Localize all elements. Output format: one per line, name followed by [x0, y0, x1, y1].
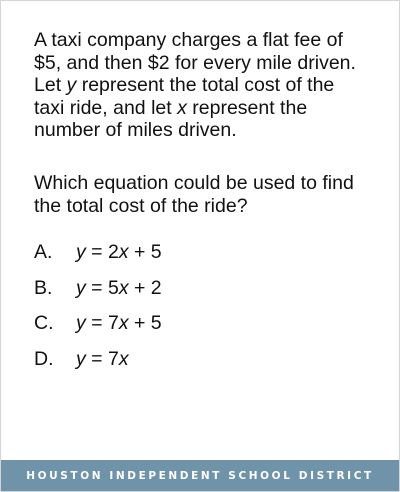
equation-coef: = 2 — [85, 241, 119, 263]
equation-var: x — [118, 312, 129, 334]
equation-rest: + 2 — [128, 276, 162, 299]
equation-coef: = 7 — [85, 312, 119, 334]
option-equation — [76, 277, 162, 299]
question-line-2: $5, and then $2 for every mile driven. — [34, 51, 356, 74]
option-letter: B. — [34, 276, 53, 299]
equation-lhs: y — [76, 241, 86, 263]
equation-rest: + 5 — [128, 312, 162, 334]
variable-y: y — [66, 74, 77, 96]
option-equation — [76, 312, 162, 334]
option-equation — [76, 241, 162, 263]
question-line-3-pre: Let — [34, 74, 67, 96]
equation-lhs: y — [76, 276, 86, 299]
answer-option-d[interactable] — [34, 348, 162, 384]
question-text — [34, 29, 384, 142]
option-equation — [76, 348, 129, 370]
question-prompt — [34, 172, 384, 217]
question-line-3-post: represent the total cost of the — [76, 74, 335, 96]
equation-lhs: y — [76, 347, 86, 370]
answer-option-a[interactable] — [34, 241, 162, 277]
question-line-5: number of miles driven. — [34, 119, 237, 141]
prompt-line-2: the total cost of the ride? — [34, 194, 248, 217]
footer-banner — [1, 460, 399, 491]
prompt-line-1: Which equation could be used to find — [34, 172, 354, 194]
question-line-4-post: represent the — [186, 96, 308, 119]
equation-coef: = 7 — [85, 347, 119, 370]
answer-option-b[interactable] — [34, 277, 162, 313]
option-letter: D. — [34, 347, 54, 370]
option-letter: A. — [34, 241, 53, 263]
equation-var: x — [118, 276, 129, 299]
answer-option-c[interactable] — [34, 312, 162, 348]
question-line-1: A taxi company charges a flat fee of — [34, 29, 343, 51]
equation-lhs: y — [76, 312, 86, 334]
equation-rest: + 5 — [128, 241, 162, 263]
equation-coef: = 5 — [85, 276, 119, 299]
variable-x: x — [177, 96, 187, 119]
footer-district-name: HOUSTON INDEPENDENT SCHOOL DISTRICT — [26, 469, 374, 482]
equation-var: x — [118, 241, 129, 263]
option-letter: C. — [34, 312, 54, 334]
question-line-4-pre: taxi ride, and let — [34, 96, 178, 119]
equation-var: x — [118, 347, 129, 370]
answer-options — [34, 241, 162, 383]
